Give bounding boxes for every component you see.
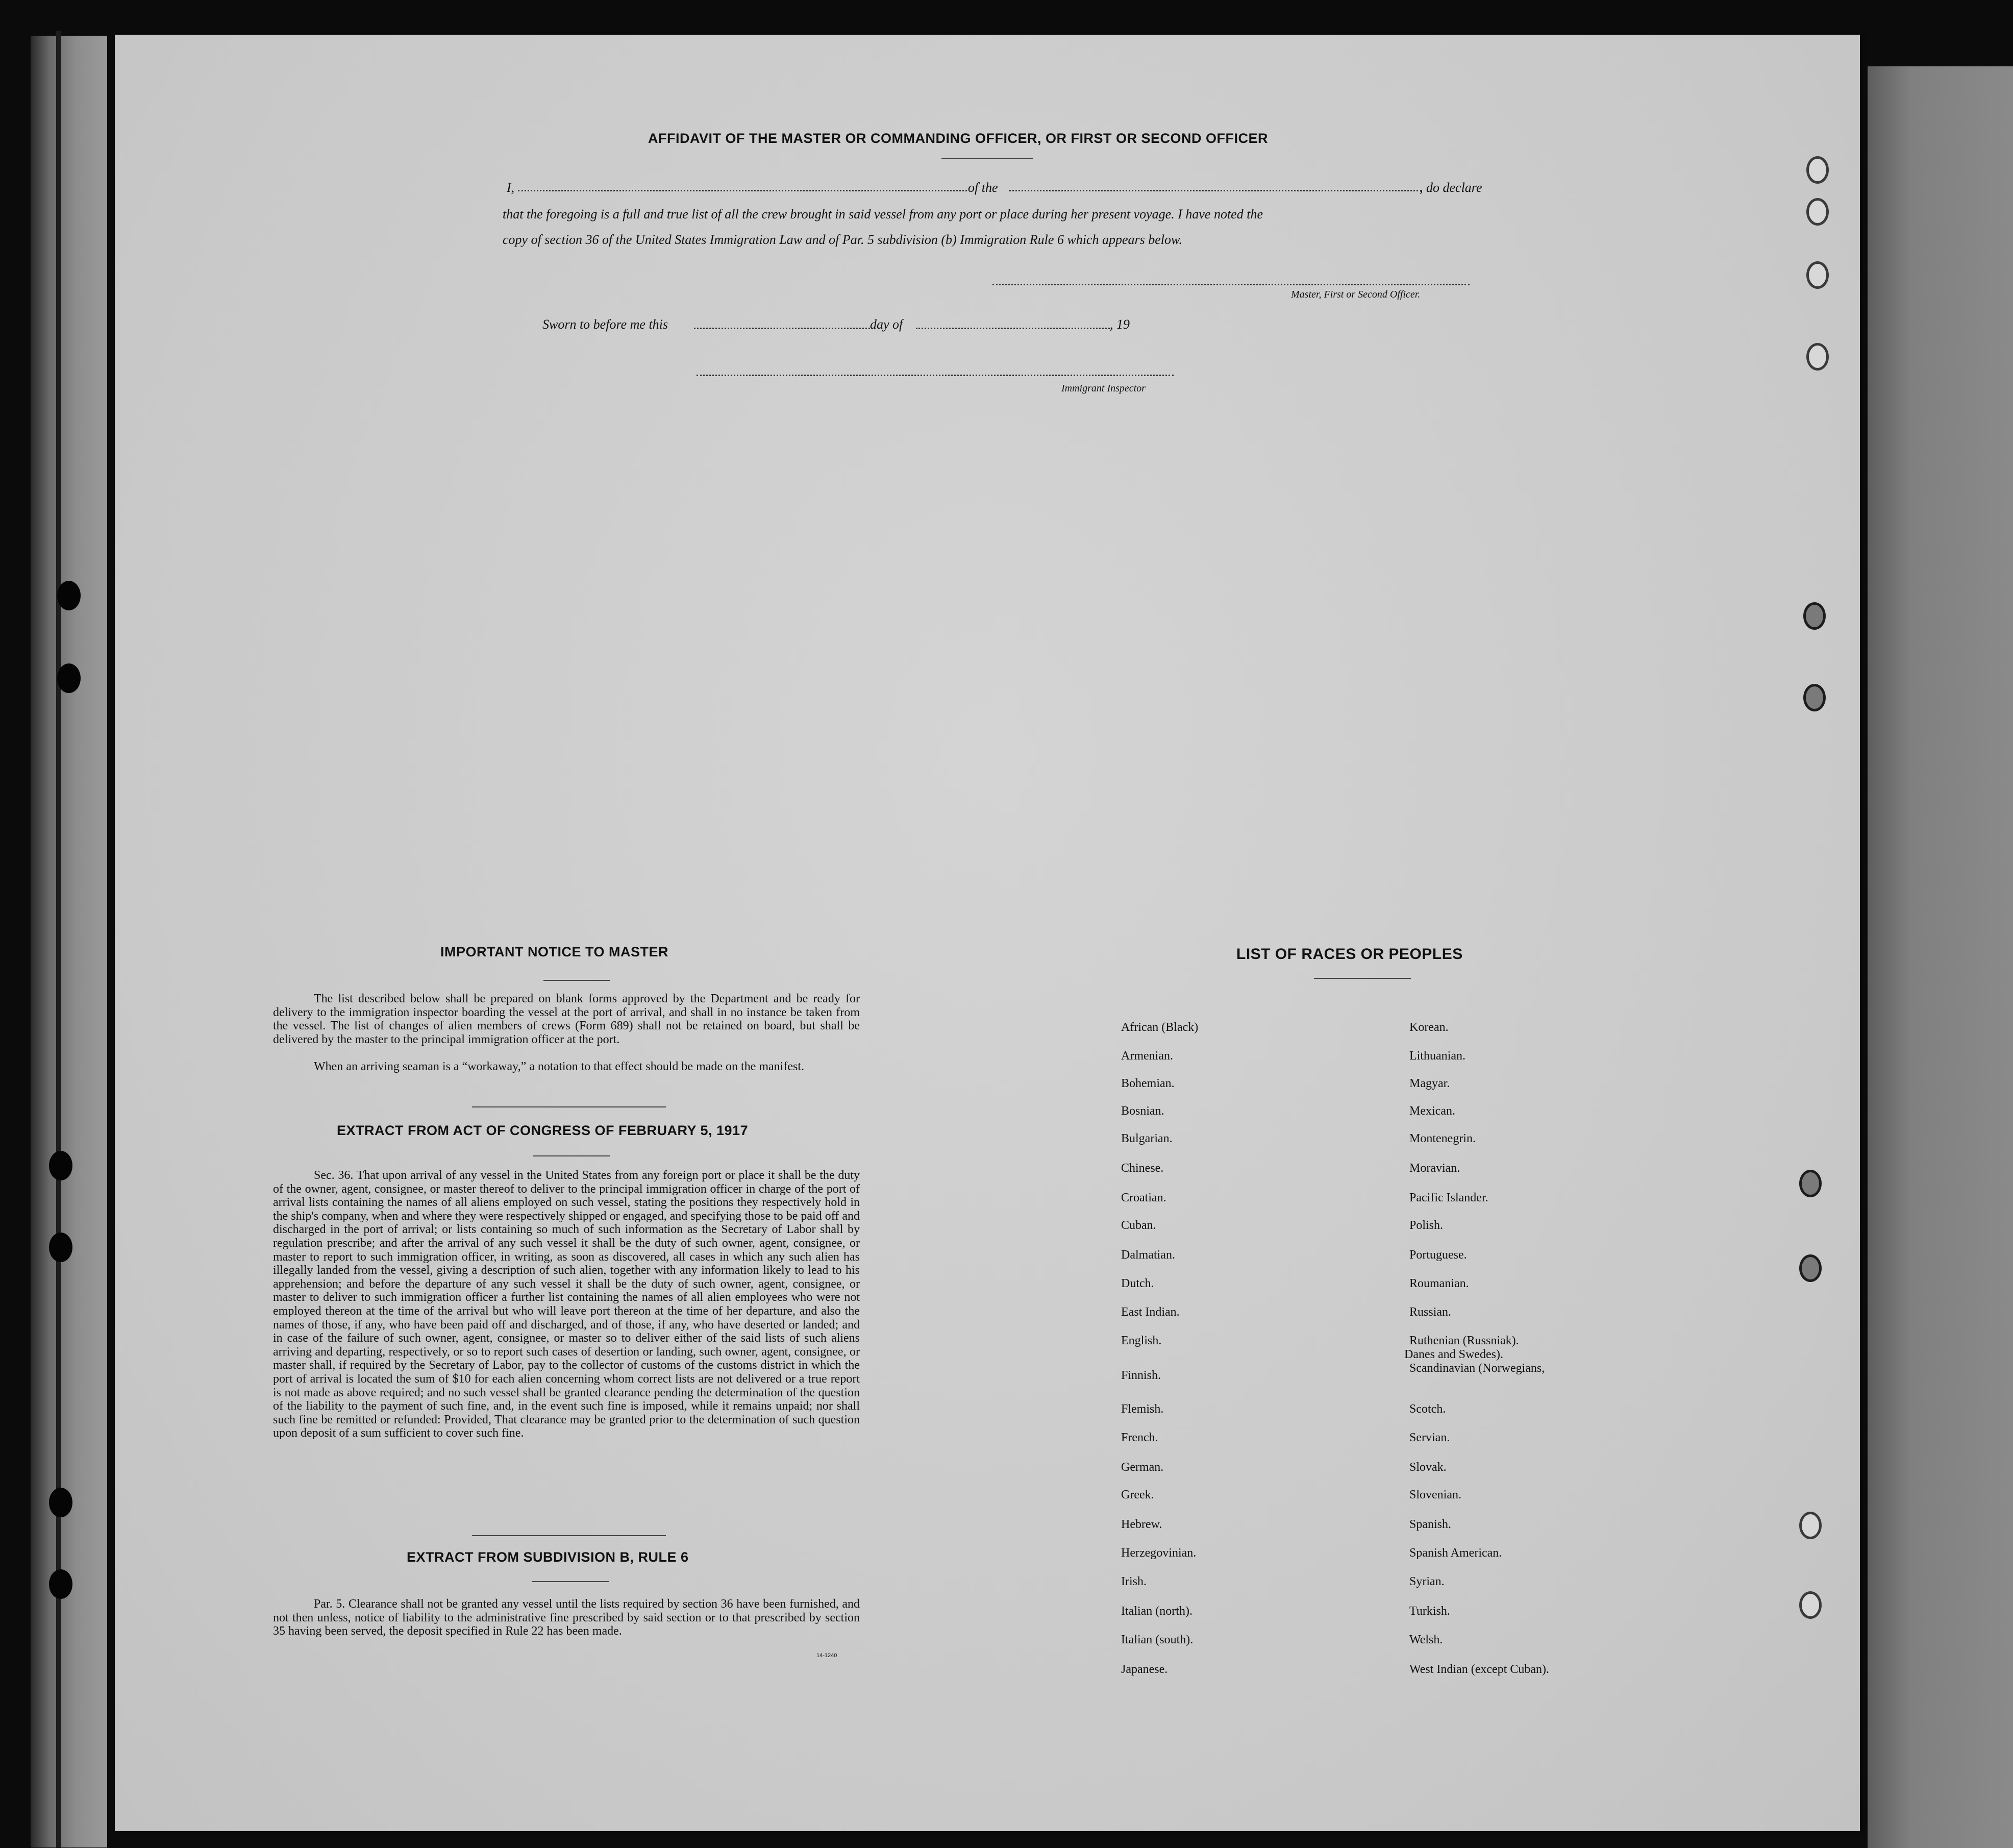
punch-hole	[57, 581, 81, 610]
punch-hole	[57, 663, 81, 693]
race-item: Spanish.	[1409, 1518, 1452, 1531]
races-title: LIST OF RACES OR PEOPLES	[1236, 946, 1463, 963]
race-item: Dalmatian.	[1121, 1248, 1175, 1262]
race-item: Lithuanian.	[1409, 1049, 1465, 1063]
affidavit-line1-declare: , do declare	[1420, 180, 1482, 195]
punch-hole	[49, 1488, 72, 1517]
race-item: Bulgarian.	[1121, 1132, 1173, 1145]
binder-ring	[1806, 343, 1829, 371]
race-item: Moravian.	[1409, 1162, 1460, 1175]
race-item: Spanish American.	[1409, 1546, 1502, 1560]
race-item: English.	[1121, 1334, 1162, 1347]
race-item: Scandinavian (Norwegians,	[1409, 1362, 1545, 1375]
races-underline	[1314, 978, 1411, 979]
inspector-label: Immigrant Inspector	[1061, 383, 1146, 394]
binder-ring	[1803, 684, 1826, 711]
race-item: Scotch.	[1409, 1402, 1446, 1416]
title-underline	[941, 158, 1033, 159]
form-number: 14-1240	[816, 1653, 837, 1659]
binder-ring	[1803, 602, 1826, 630]
notice-underline	[543, 980, 610, 981]
race-item: Italian (north).	[1121, 1605, 1192, 1618]
race-item: French.	[1121, 1431, 1158, 1444]
affidavit-title: AFFIDAVIT OF THE MASTER OR COMMANDING OFFICER, OR FIRST OR SECOND OFFICER	[648, 131, 1268, 146]
binder-ring	[1806, 156, 1829, 184]
punch-hole	[49, 1151, 72, 1180]
race-item: Welsh.	[1409, 1633, 1443, 1646]
affidavit-line3: copy of section 36 of the United States Immigration Law and of Par. 5 subdivision (b) Immigration Rule 6 which appears below.	[503, 232, 1182, 247]
extract-rule-underline	[532, 1581, 609, 1582]
master-signature-line[interactable]	[992, 284, 1470, 285]
punch-hole	[49, 1569, 72, 1599]
sworn-day-blank[interactable]	[694, 328, 870, 329]
binder-right-strip	[1868, 66, 2013, 1848]
inspector-signature-line[interactable]	[697, 375, 1174, 376]
binder-ring	[1806, 261, 1829, 289]
name-blank[interactable]	[518, 190, 967, 191]
binder-ring	[1806, 198, 1829, 226]
affidavit-line2: that the foregoing is a full and true list of all the crew brought in said vessel from any port or place during her present voyage. I have noted the	[503, 207, 1263, 221]
race-item: West Indian (except Cuban).	[1409, 1663, 1549, 1676]
binder-ring	[1799, 1254, 1822, 1282]
binder-ring	[1799, 1591, 1822, 1619]
extract-act-underline	[533, 1155, 610, 1156]
notice-title: IMPORTANT NOTICE TO MASTER	[440, 944, 668, 959]
race-item: Cuban.	[1121, 1219, 1156, 1232]
race-item: Ruthenian (Russniak).	[1409, 1334, 1519, 1347]
master-signature-label: Master, First or Second Officer.	[1291, 289, 1421, 300]
race-item: Magyar.	[1409, 1077, 1450, 1090]
race-item: Servian.	[1409, 1431, 1450, 1444]
race-item: Slovenian.	[1409, 1488, 1461, 1501]
race-item: Roumanian.	[1409, 1277, 1469, 1290]
race-item: Bohemian.	[1121, 1077, 1175, 1090]
notice-paragraph-2: When an arriving seaman is a “workaway,” a notation to that effect should be made on the manifest.	[314, 1060, 804, 1073]
sworn-month-blank[interactable]	[916, 328, 1110, 329]
race-item: Turkish.	[1409, 1605, 1450, 1618]
race-item: Mexican.	[1409, 1104, 1455, 1118]
race-item: Pacific Islander.	[1409, 1191, 1488, 1204]
punch-hole	[49, 1233, 72, 1262]
sworn-prefix: Sworn to before me this	[542, 317, 668, 332]
separator-rule	[472, 1106, 666, 1107]
race-item: Armenian.	[1121, 1049, 1173, 1063]
race-item: Italian (south).	[1121, 1633, 1194, 1646]
extract-act-text: Sec. 36. That upon arrival of any vessel in the United States from any foreign port or place it shall be the duty of the owner, agent, consignee, or master thereof to deliver to the principal immigration officer in charge of the port of arrival lists containing the names of all aliens employed on such vessel, stating the positions they respectively hold in the ship's company, when and where they were respectively shipped or engaged, and specifying those to be paid off and discharged in the port of arrival; or lists containing so much of such information as the Secretary of Labor shall by regulation prescribe; and after the arrival of any such vessel it shall be the duty of such owner, agent, consignee, or master to report to such immigration officer, in writing, as soon as discovered, all cases in which any such alien has illegally landed from the vessel, giving a description of such alien, together with any information likely to lead to his apprehension; and before the departure of any such vessel it shall be the duty of such owner, agent, consignee, or master to deliver to such immigration officer a further list containing the names of all alien employees who were not employed thereon at the time of the arrival but who will leave port thereon at the time of her departure, and also the names of those, if any, who have been paid off and discharged, and of those, if any, who have deserted or landed; and in case of the failure of such owner, agent, consignee, or master so to deliver either of the said lists of such aliens arriving and departing, respectively, or so to report such cases of desertion or landing, such owner, agent, consignee, or master shall, if required by the Secretary of Labor, pay to the collector of customs of the customs district in which the port of arrival is located the sum of $10 for each alien concerning whom correct lists are not delivered or a true report is not made as above required; and no such vessel shall be granted clearance pending the determination of the question of the liability to the payment of such fine, and, in the event such fine is imposed, while it remains unpaid; nor shall such fine be remitted or refunded: Provided, That clearance may be granted prior to the determination of such question upon deposit of a sum sufficient to cover such fine.	[273, 1169, 860, 1440]
document-page	[115, 35, 1860, 1831]
race-scandinavian-line2: Danes and Swedes).	[1404, 1348, 1503, 1361]
race-item: Dutch.	[1121, 1277, 1154, 1290]
notice-paragraph-1: The list described below shall be prepared on blank forms approved by the Department and be ready for delivery to the immigration inspector boarding the vessel at the port of arrival, and shall in no instance be taken from the vessel. The list of changes of alien members of crews (Form 689) shall not be retained on board, but shall be delivered by the master to the principal immigration officer at the port.	[273, 992, 860, 1046]
race-item: German.	[1121, 1461, 1164, 1474]
race-item: Japanese.	[1121, 1663, 1168, 1676]
sworn-day-of: day of	[870, 317, 903, 332]
extract-act-title: EXTRACT FROM ACT OF CONGRESS OF FEBRUARY 5, 1917	[337, 1123, 749, 1138]
race-item: Russian.	[1409, 1305, 1452, 1319]
binder-ring	[1799, 1512, 1822, 1539]
vessel-name-blank[interactable]	[1009, 190, 1422, 191]
race-item: Slovak.	[1409, 1461, 1447, 1474]
extract-rule-text: Par. 5. Clearance shall not be granted any vessel until the lists required by section 36 have been furnished, and not then unless, notice of liability to the administrative fine prescribed by said section or to that prescribed by section 35 having been served, the deposit specified in Rule 22 has been made.	[273, 1597, 860, 1638]
race-item: Bosnian.	[1121, 1104, 1164, 1118]
affidavit-line1-i: I,	[507, 180, 515, 195]
race-item: Croatian.	[1121, 1191, 1166, 1204]
race-item: Finnish.	[1121, 1369, 1161, 1382]
separator-rule	[472, 1535, 666, 1536]
race-item: Flemish.	[1121, 1402, 1164, 1416]
race-item: Korean.	[1409, 1021, 1449, 1034]
race-item: Herzegovinian.	[1121, 1546, 1197, 1560]
race-item: African (Black)	[1121, 1021, 1199, 1034]
binder-ring	[1799, 1170, 1822, 1197]
sworn-year: , 19	[1110, 317, 1130, 332]
extract-rule-title: EXTRACT FROM SUBDIVISION B, RULE 6	[407, 1549, 689, 1565]
race-item: Montenegrin.	[1409, 1132, 1476, 1145]
affidavit-line1-of-the: of the	[968, 180, 998, 195]
race-item: Polish.	[1409, 1219, 1444, 1232]
race-item: Portuguese.	[1409, 1248, 1467, 1262]
race-item: Irish.	[1121, 1575, 1147, 1588]
race-item: Chinese.	[1121, 1162, 1164, 1175]
race-item: Greek.	[1121, 1488, 1154, 1501]
race-item: Hebrew.	[1121, 1518, 1162, 1531]
race-item: East Indian.	[1121, 1305, 1180, 1319]
race-item: Syrian.	[1409, 1575, 1445, 1588]
